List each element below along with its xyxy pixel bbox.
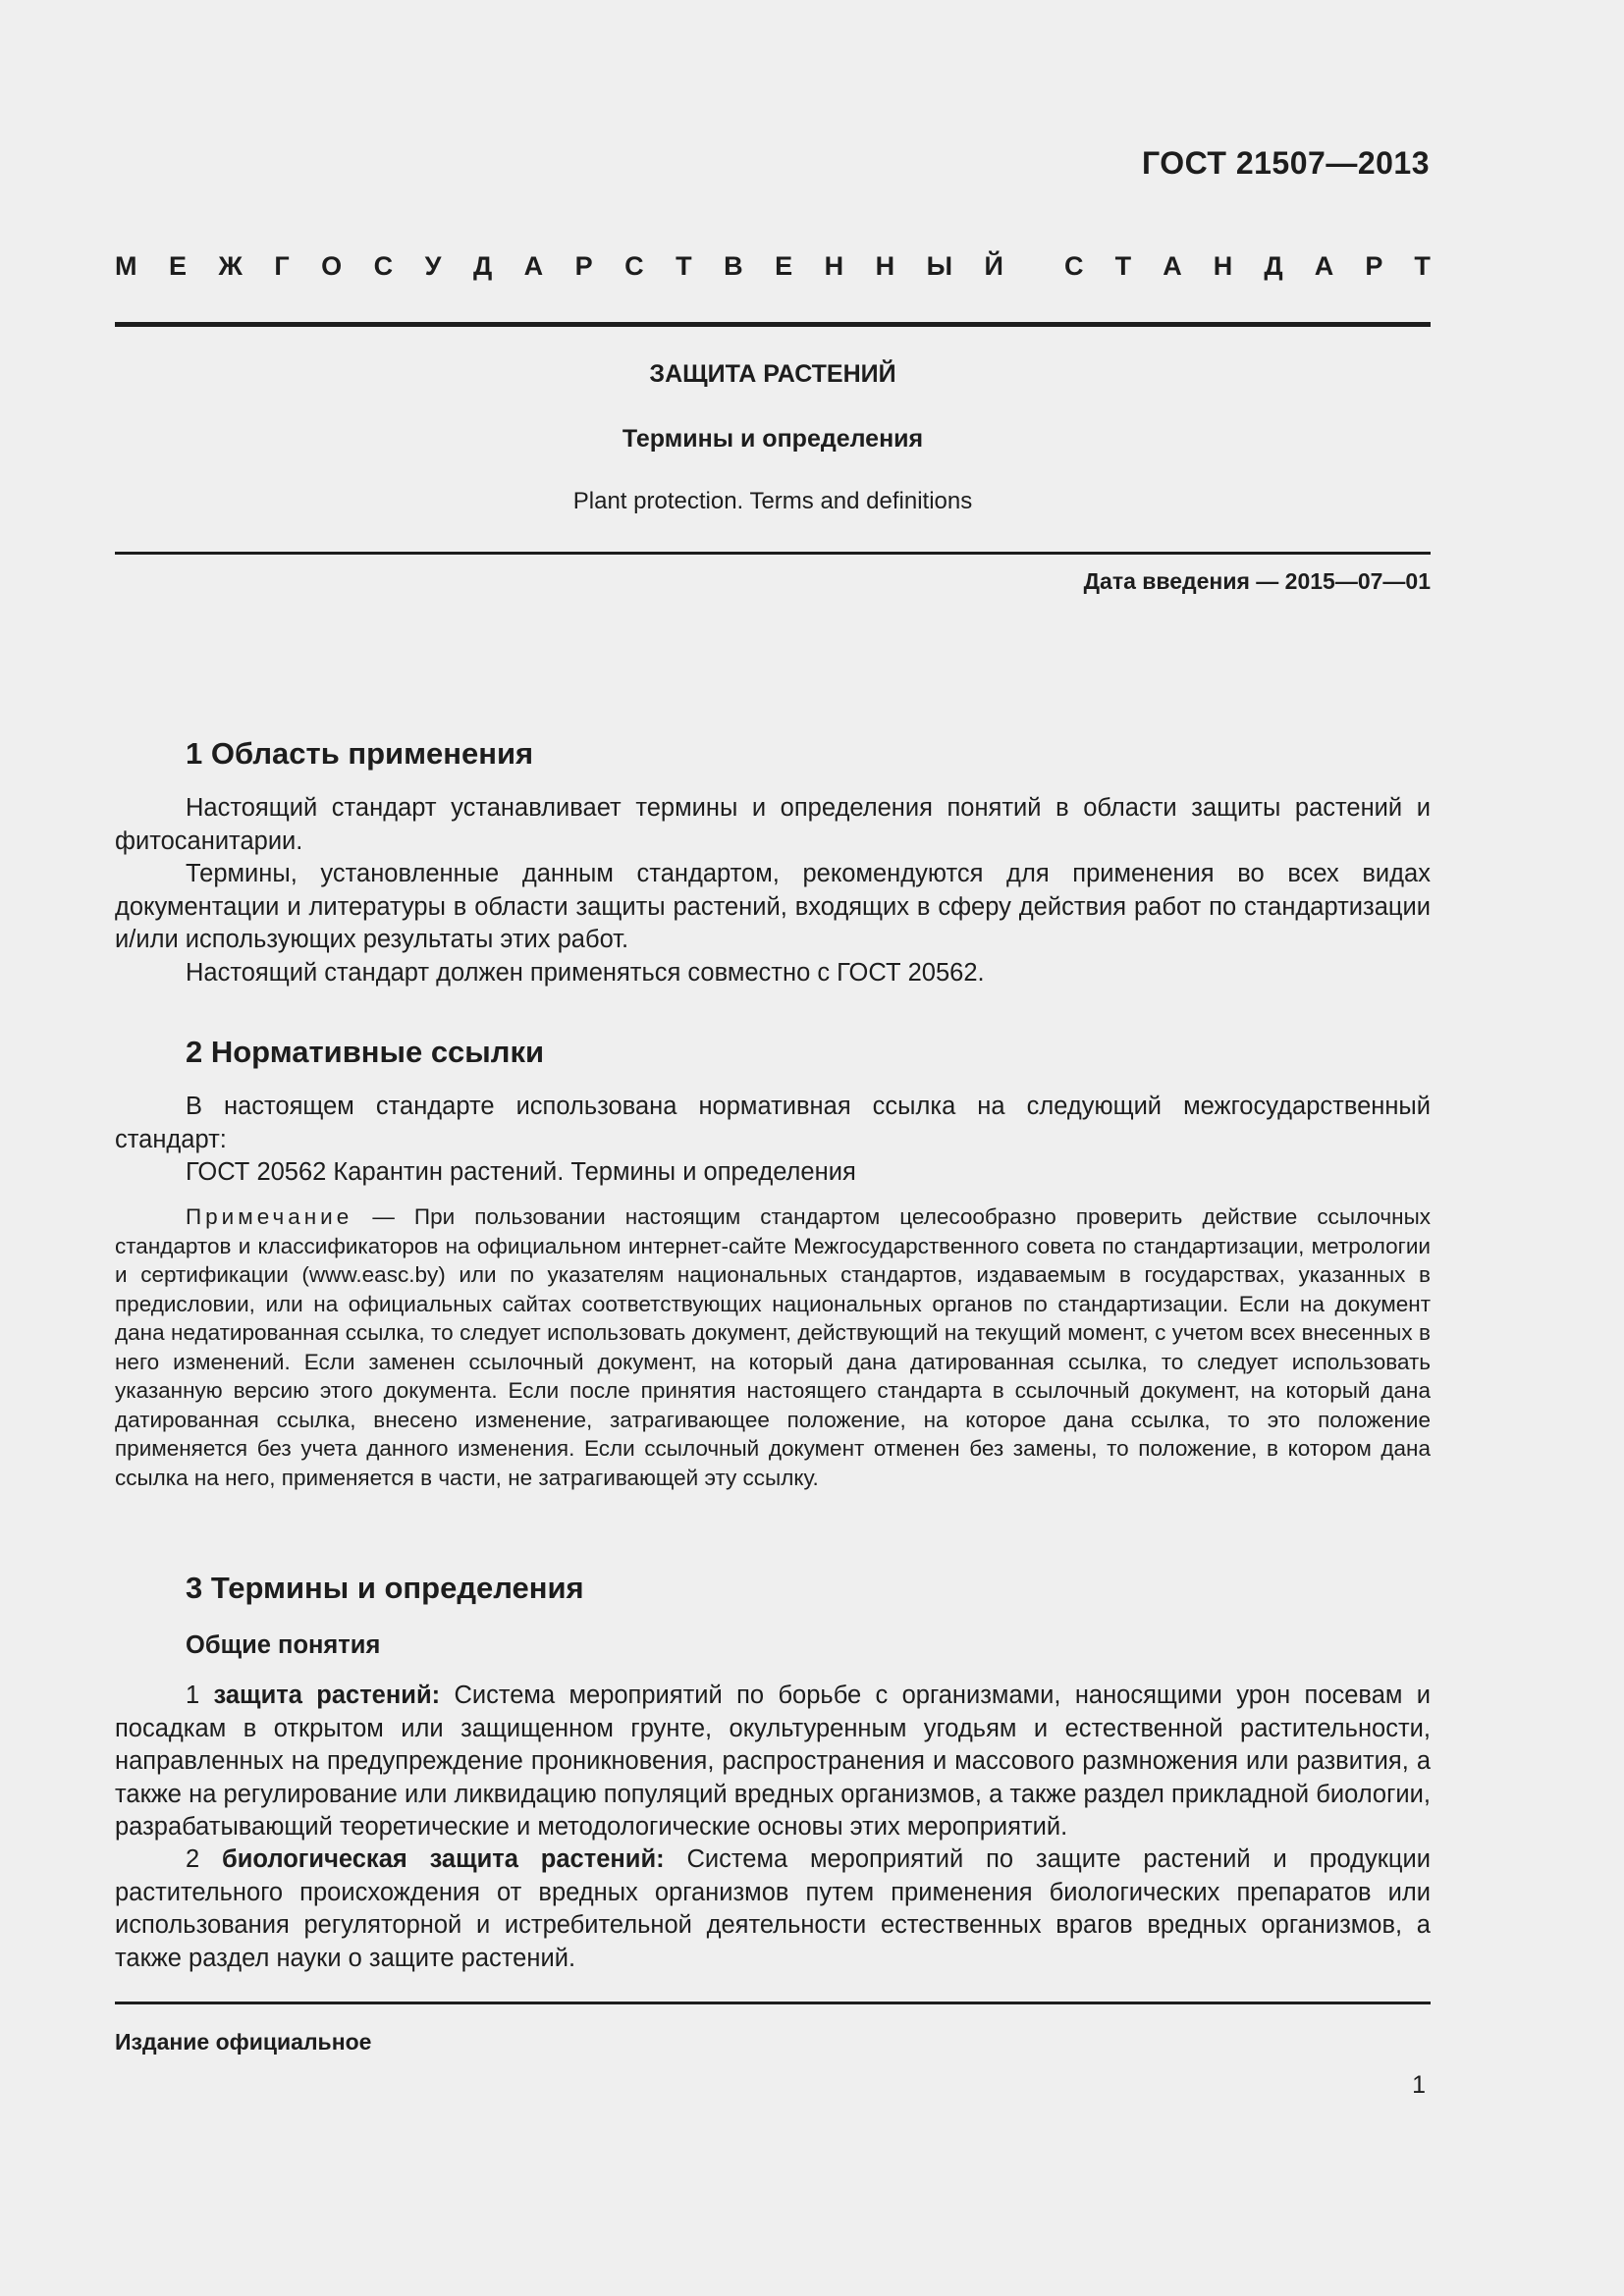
reference-item: ГОСТ 20562 Карантин растений. Термины и определения bbox=[186, 1158, 856, 1186]
introduction-date: Дата введения — 2015—07—01 bbox=[1083, 568, 1431, 594]
interstate-standard-heading bbox=[115, 251, 1431, 282]
header-rule bbox=[115, 322, 1431, 327]
term-text: Система мероприятий по борьбе с организмами, наносящими урон посевам и посадкам в открытом или защищенном грунте, окультуренным угодьям и естественной растительности, направленных на предупреждение проникновения, распространения и массового размножения или развития, а также на регулирование или ликвидацию популяций вредных организмов, а также раздел прикладной биологии, разрабатывающий теоретические и методологические основы этих мероприятий. bbox=[115, 1682, 1431, 1841]
section-3-subheading: Общие понятия bbox=[186, 1631, 381, 1659]
section-2-heading: 2 Нормативные ссылки bbox=[186, 1035, 545, 1069]
footer-rule bbox=[115, 2002, 1431, 2004]
page-number: 1 bbox=[1412, 2071, 1426, 2099]
standard-word: С Т А Н Д А Р Т bbox=[1064, 251, 1431, 281]
document-subtitle: Термины и определения bbox=[622, 425, 924, 453]
term-name: биологическая защита растений: bbox=[222, 1845, 665, 1873]
official-edition-label: Издание официальное bbox=[115, 2029, 372, 2055]
document-title: ЗАЩИТА РАСТЕНИЙ bbox=[649, 360, 896, 388]
note-label: Примечание bbox=[186, 1204, 353, 1229]
term-number: 2 bbox=[186, 1845, 222, 1873]
term-name: защита растений: bbox=[213, 1682, 441, 1709]
term-definition bbox=[115, 1843, 1431, 1975]
paragraph: Настоящий стандарт устанавливает термины и определения понятий в области защиты растений и фитосанитарии. bbox=[115, 794, 1431, 855]
section-3-heading: 3 Термины и определения bbox=[186, 1571, 584, 1605]
interstate-word: М Е Ж Г О С У Д А Р С Т В Е Н Н Ы Й bbox=[115, 251, 1003, 281]
term-definition bbox=[115, 1680, 1431, 1844]
term-number: 1 bbox=[186, 1682, 214, 1709]
title-rule bbox=[115, 552, 1431, 555]
paragraph: Настоящий стандарт должен применяться совместно с ГОСТ 20562. bbox=[186, 959, 985, 987]
note-paragraph bbox=[115, 1202, 1431, 1492]
english-title: Plant protection. Terms and definitions bbox=[572, 488, 973, 514]
paragraph: Термины, установленные данным стандартом, рекомендуются для применения во всех видах документации и литературы в области защиты растений, входящих в сферу действия работ по стандартизации и/или использующих результаты этих работ. bbox=[115, 860, 1431, 953]
term-text: Система мероприятий по защите растений и продукции растительного происхождения от вредных организмов путем применения биологических препаратов или использования регуляторной и истребительной деятельности естественных врагов вредных организмов, а также раздел науки о защите растений. bbox=[115, 1845, 1431, 1972]
note-text: — При пользовании настоящим стандартом целесообразно проверить действие ссылочных стандартов и классификаторов на официальном интернет-сайте Межгосударственного совета по стандартизации, метрологии и сертификации (www.easc.by) или по указателям национальных стандартов, издаваемым в государствах, указанных в предисловии, или на официальных сайтах соответствующих национальных органов по стандартизации. Если на документ дана недатированная ссылка, то следует использовать документ, действующий на текущий момент, с учетом всех внесенных в него изменений. Если заменен ссылочный документ, на который дана датированная ссылка, то следует использовать указанную версию этого документа. Если после принятия настоящего стандарта в ссылочный документ, на который дана датированная ссылка, внесено изменение, затрагивающее положение, на которое дана ссылка, то это положение применяется без учета данного изменения. Если ссылочный документ отменен без замены, то положение, в котором дана ссылка на него, применяется в части, не затрагивающей эту ссылку. bbox=[115, 1204, 1431, 1490]
paragraph: В настоящем стандарте использована нормативная ссылка на следующий межгосударственный стандарт: bbox=[115, 1093, 1431, 1153]
section-1-heading: 1 Область применения bbox=[186, 736, 534, 771]
document-code: ГОСТ 21507—2013 bbox=[1141, 145, 1430, 181]
